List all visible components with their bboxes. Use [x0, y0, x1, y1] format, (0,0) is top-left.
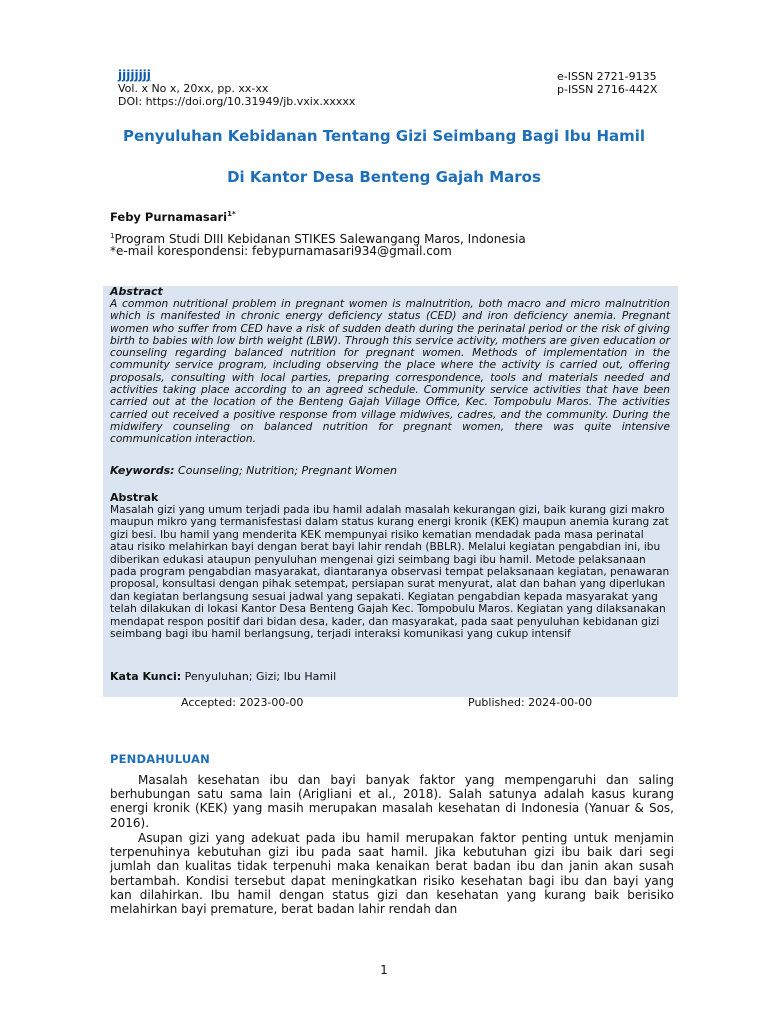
abstract-id-heading: Abstrak — [110, 491, 159, 504]
doi: DOI: https://doi.org/10.31949/jb.vxix.xxxxx — [118, 95, 356, 108]
author-mark: 1* — [227, 210, 236, 218]
volume-info: Vol. x No x, 20xx, pp. xx-xx — [118, 82, 269, 95]
abstract-id-body: Masalah gizi yang umum terjadi pada ibu hamil adalah masalah kekurangan gizi, baik kurang gizi makro maupun mikro yang termanisfestasi dalam status kurang energi kronik (KEK) maupun anemia kurang zat gizi besi. Ibu hamil yang menderita KEK mempunyai risiko kematian mendadak pada masa perinatal atau risiko melahirkan bayi dengan berat bayi lahir rendah (BBLR). Melalui kegiatan pengabdian ini, ibu diberikan edukasi ataupun penyuluhan mengenai gizi seimbang bagi ibu hamil. Metode pelaksanaan pada program pengabdian masyarakat, diantaranya observasi tempat pelaksanaan kegiatan, penawaran proposal, konsultasi dengan pihak setempat, persiapan surat menyurat, alat dan bahan yang diperlukan dan kegiatan berlangsung sesuai jadwal yang sepakati. Kegiatan pengabdian kepada masyarakat yang telah dilakukan di lokasi Kantor Desa Benteng Gajah Kec. Tompobulu Maros. Kegiatan yang dilaksanakan mendapat respon positif dari bidan desa, kader, dan masyarakat, pada saat penyuluhan kebidanan gizi seimbang bagi ibu hamil berlangsung, terjadi interaksi komunikasi yang cukup intensif — [110, 504, 670, 641]
page-number: 1 — [380, 963, 388, 977]
keywords-en-text: Counseling; Nutrition; Pregnant Women — [178, 464, 397, 477]
keywords-id — [110, 670, 336, 683]
e-issn: e-ISSN 2721-9135 — [557, 70, 657, 83]
affiliation-text: Program Studi DIII Kebidanan STIKES Salewangang Maros, Indonesia — [114, 232, 526, 246]
abstract-en-body: A common nutritional problem in pregnant women is malnutrition, both macro and micro malnutrition which is manifested in chronic energy deficiency status (CED) and iron deficiency anemia. Pregnant women who suffer from CED have a risk of sudden death during the perinatal period or the risk of giving birth to babies with low birth weight (LBW). Through this service activity, mothers are given education or counseling regarding balanced nutrition for pregnant women. Methods of implementation in the community service program, including observing the place where the activity is carried out, offering proposals, consulting with local parties, preparing correspondence, tools and materials needed and activities taking place according to an agreed schedule. Community service activities that have been carried out at the location of the Benteng Gajah Village Office, Kec. Tompobulu Maros. The activities carried out received a positive response from village midwives, cadres, and the community. During the midwifery counseling on balanced nutrition for pregnant women, there was quite intensive communication interaction. — [110, 298, 670, 446]
corresponding-email: *e-mail korespondensi: febypurnamasari934@gmail.com — [110, 244, 452, 258]
paper-title: Penyuluhan Kebidanan Tentang Gizi Seimbang Bagi Ibu Hamil — [122, 127, 646, 145]
author-name — [110, 210, 236, 224]
published-date: Published: 2024-00-00 — [468, 696, 593, 709]
affiliation-mark: 1 — [110, 232, 115, 240]
p-issn: p-ISSN 2716-442X — [557, 83, 658, 96]
keywords-id-label: Kata Kunci: — [110, 670, 182, 683]
keywords-id-text: Penyuluhan; Gizi; Ibu Hamil — [181, 670, 337, 683]
intro-paragraph-1: Masalah kesehatan ibu dan bayi banyak faktor yang mempengaruhi dan saling berhubungan satu sama lain (Arigliani et al., 2018). Salah satunya adalah kasus kurang energi kronik (KEK) yang masih merupakan masalah kesehatan di Indonesia (Yanuar & Sos, 2016). — [110, 773, 674, 830]
accepted-date: Accepted: 2023-00-00 — [181, 696, 304, 709]
intro-paragraph-2: Asupan gizi yang adekuat pada ibu hamil merupakan faktor penting untuk menjamin terpenuhinya kebutuhan gizi ibu pada saat hamil. Jika kebutuhan gizi ibu baik dari segi jumlah dan kualitas tidak terpenuhi maka kenaikan berat badan ibu dan janin akan susah bertambah. Kondisi tersebut dapat meningkatkan risiko kesehatan bagi ibu dan bayi yang kan dilahirkan. Ibu hamil dengan status gizi dan kesehatan yang kurang baik berisiko melahirkan bayi premature, berat badan lahir rendah dan — [110, 831, 674, 917]
journal-name[interactable]: jjjjjjjj — [118, 68, 151, 82]
paper-title-line2: Di Kantor Desa Benteng Gajah Maros — [227, 168, 541, 186]
keywords-en — [110, 464, 397, 477]
author-name-text: Feby Purnamasari — [110, 210, 228, 224]
keywords-en-label: Keywords: — [110, 464, 175, 477]
section-heading-intro: PENDAHULUAN — [110, 752, 210, 766]
abstract-en-heading: Abstract — [110, 285, 163, 298]
